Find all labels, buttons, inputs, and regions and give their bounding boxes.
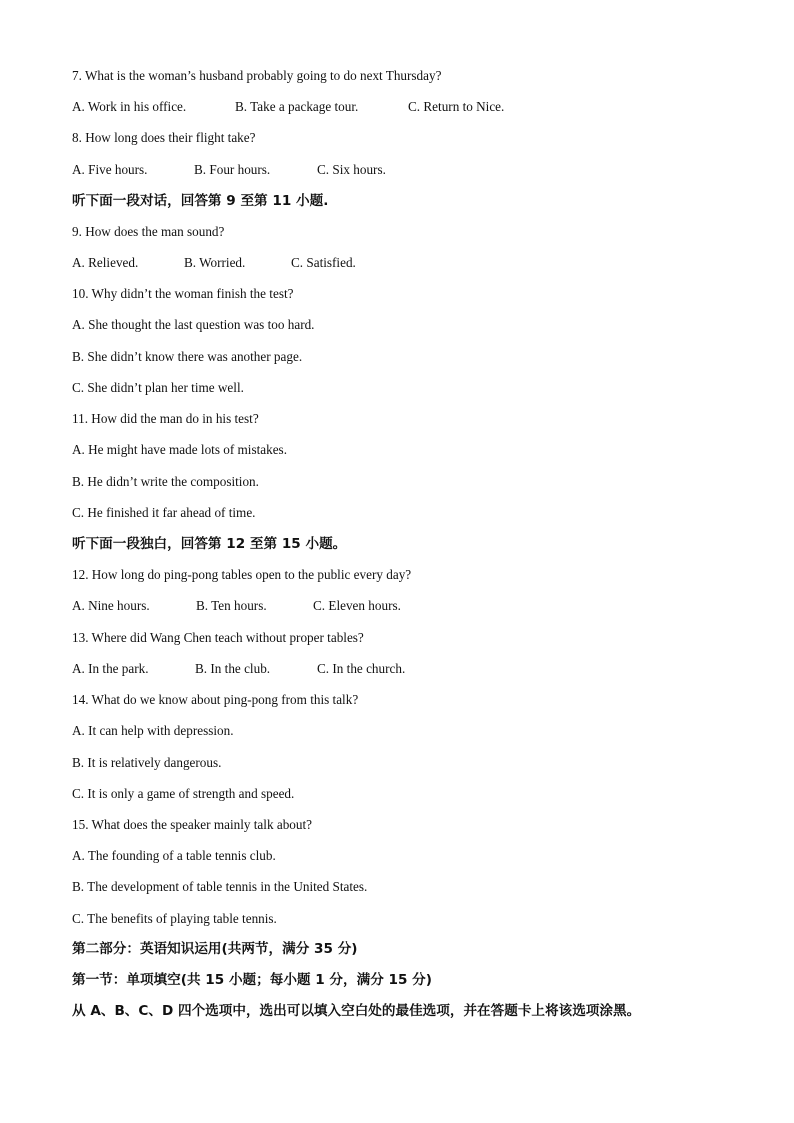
question-8-options (72, 161, 772, 179)
question-12-options (72, 597, 772, 615)
question-12-option-a: A. Nine hours. (72, 598, 150, 613)
question-15-option-b: B. The development of table tennis in the United States. (72, 879, 368, 894)
part-2-title: 第二部分：英语知识运用(共两节，满分 35 分) (72, 941, 358, 957)
section-heading-12-15: 听下面一段独白，回答第 12 至第 15 小题。 (72, 536, 347, 552)
question-14-option-c: C. It is only a game of strength and speed. (72, 786, 295, 801)
question-13-option-a: A. In the park. (72, 661, 149, 676)
question-9-stem: 9. How does the man sound? (72, 224, 225, 239)
instruction-text: 从 A、B、C、D 四个选项中，选出可以填入空白处的最佳选项，并在答题卡上将该选项涂黑。 (72, 1003, 641, 1019)
question-7-option-a: A. Work in his office. (72, 99, 187, 114)
question-13-stem: 13. Where did Wang Chen teach without proper tables? (72, 630, 364, 645)
question-7-option-c: C. Return to Nice. (408, 99, 505, 114)
section-heading-9-11: 听下面一段对话，回答第 9 至第 11 小题. (72, 193, 329, 209)
question-14-option-a: A. It can help with depression. (72, 723, 234, 738)
question-8-stem: 8. How long does their flight take? (72, 130, 256, 145)
question-15-option-a: A. The founding of a table tennis club. (72, 848, 276, 863)
question-15-stem: 15. What does the speaker mainly talk about? (72, 817, 312, 832)
question-14-stem: 14. What do we know about ping-pong from this talk? (72, 692, 359, 707)
question-9-option-a: A. Relieved. (72, 255, 139, 270)
question-10-option-b: B. She didn’t know there was another page. (72, 349, 303, 364)
question-11-option-c: C. He finished it far ahead of time. (72, 505, 256, 520)
question-9-option-c: C. Satisfied. (291, 255, 356, 270)
question-12-option-b: B. Ten hours. (196, 598, 267, 613)
question-11-option-a: A. He might have made lots of mistakes. (72, 442, 287, 457)
question-8-option-c: C. Six hours. (317, 162, 386, 177)
question-8-option-a: A. Five hours. (72, 162, 148, 177)
question-15-option-c: C. The benefits of playing table tennis. (72, 911, 277, 926)
question-7-stem: 7. What is the woman’s husband probably going to do next Thursday? (72, 68, 442, 83)
question-9-option-b: B. Worried. (184, 255, 246, 270)
question-10-stem: 10. Why didn’t the woman finish the test? (72, 286, 294, 301)
question-11-stem: 11. How did the man do in his test? (72, 411, 259, 426)
question-11-option-b: B. He didn’t write the composition. (72, 474, 259, 489)
section-1-title: 第一节：单项填空(共 15 小题；每小题 1 分，满分 15 分) (72, 972, 432, 988)
question-9-options (72, 254, 772, 272)
question-14-option-b: B. It is relatively dangerous. (72, 755, 222, 770)
question-8-option-b: B. Four hours. (194, 162, 271, 177)
question-10-option-a: A. She thought the last question was too hard. (72, 317, 315, 332)
question-13-option-c: C. In the church. (317, 661, 406, 676)
question-7-option-b: B. Take a package tour. (235, 99, 359, 114)
question-12-stem: 12. How long do ping-pong tables open to the public every day? (72, 567, 412, 582)
question-10-option-c: C. She didn’t plan her time well. (72, 380, 244, 395)
question-7-options (72, 98, 772, 116)
question-12-option-c: C. Eleven hours. (313, 598, 401, 613)
question-13-options (72, 660, 772, 678)
question-13-option-b: B. In the club. (195, 661, 271, 676)
